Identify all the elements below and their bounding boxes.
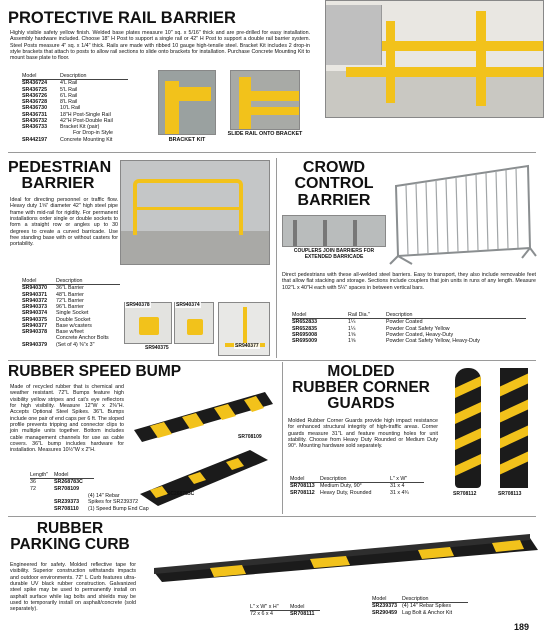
coupler-caption: COUPLERS JOIN BARRIERS FOR EXTENDED BARRICADE [293,248,375,260]
col-header-description: Description [402,596,468,603]
protective-rail-photo [325,0,544,118]
crowd-barrier-illustration [388,156,538,266]
curb-title-line2: PARKING CURB [10,535,130,553]
crowd-description: Direct pedestrians with these all-welded steel barriers. Easy to transport, they also include removable feet that allow flat stacking and storage. Sections include couplers that join units in runs of any length. Measure 102"L x 40"H each with 5¼" spaces in between vertical bars. [282,272,536,291]
table-row: (4) 14" Rebar [88,493,120,499]
table-row: SR436728 8'L Rail [22,99,78,105]
table-row: 72 SR708109 [30,485,80,492]
socket-photo-2 [174,302,214,344]
table-row: Concrete Anchor Bolts [56,335,109,342]
img-tag-sr940375: SR940375 [145,345,169,351]
pedestrian-title [8,159,112,193]
col-header-model: Model [22,73,60,80]
crowd-title-line2: CONTROL [294,175,374,193]
corner-guard-rounded-photo [455,368,481,488]
table-row: SR708110 (1) Speed Bump End Cap [54,505,149,512]
speed-bump-36-photo [130,446,275,508]
table-row: SR695009 1⅝ Powder Coat Safety Yellow, Heavy-Duty [292,338,480,344]
table-row: SR436726 6'L Rail [22,92,78,99]
table-row: SR436732 42"H Post-Double Rail [22,117,113,124]
speed-bump-accessory-table [54,493,151,512]
bracket-kit-caption: BRACKET KIT [168,137,206,143]
table-row: SR652835 1¼ Powder Coat Safety Yellow [292,325,450,332]
table-row: SR708113 Medium Duty, 90° 31 x 4 [290,483,405,490]
curb-description: Engineered for safety. Molded reflective tape for visibility. Superior construction withstands impacts and outdoor environments. 72" L Curb features ultra-durable UV black rubber construction. Galvanized steel spike may be used to permanently install on asphalt surface while lag bolts and shields may be used to temporarily install on asphalt/concrete (sold separately). [10,562,136,613]
pedestrian-title-line1: PEDESTRIAN [8,159,112,176]
table-row: SR652833 1¼ Powder Coated [292,319,423,326]
slide-rail-caption: SLIDE RAIL ONTO BRACKET [227,131,303,137]
slide-rail-photo [230,70,300,130]
col-header-model: Model [22,278,56,285]
table-row: SR940377 Base w/casters [22,322,92,329]
table-row: SR436731 18"H Post-Single Rail [22,111,111,118]
pedestrian-photo [120,160,270,265]
img-tag-sr708112: SR708112 [453,491,477,497]
crowd-table [292,312,526,344]
table-row: SR940374 Single Socket [22,310,89,317]
corner-table [290,476,424,496]
table-row: 72 x 6 x 4 SR708111 [250,611,315,618]
page-number: 189 [514,622,530,632]
curb-dimensions-table [250,604,320,618]
col-header-model: Model [292,312,348,319]
protective-rail-title: PROTECTIVE RAIL BARRIER [8,9,236,27]
table-row: SR940379 (Set of 4) ⅜"x 3" [22,341,95,348]
col-header-model: Model [372,596,402,603]
corner-title-line3: GUARDS [327,394,395,412]
table-row: SR940370 36"L Barrier [22,285,84,292]
parking-curb-photo [150,528,540,584]
speed-bump-length-table [30,472,94,492]
crowd-title-line3: BARRIER [297,191,371,209]
section-divider [8,152,536,153]
column-divider [276,158,277,358]
protective-rail-description: Highly visible safety yellow finish. Welded base plates measure 10" sq. x 5/16" thick and are pre-drilled for easy installation. Assembly hardware included. Choose 18" H Post to support a single rail or 42" H Post to support a double rail barrier system. Steel Posts measure 4" sq. x 1/4" thick. Rails are made with ribbed 10 gauge high-tensile steel. Bracket Kit includes 2 drop-in style brackets that attach to posts to allow rail sections to slide onto brackets for installation. Purchase Concrete Mounting Kit to mount base plate to floor. [10,30,310,62]
crowd-title [282,160,386,209]
table-row: SR239373 (4) 14" Rebar Spikes [372,603,451,610]
table-row: SR695008 1⅝ Powder Coated, Heavy-Duty [292,331,454,338]
table-row: SR239373 Spikes for SR239372 [54,499,139,506]
col-header-rail-dia: Rail Dia." [348,312,386,319]
img-tag-sr708113: SR708113 [498,491,522,497]
socket-photo-1 [124,302,172,344]
corner-guard-90-photo [500,368,528,488]
coupler-photo [282,215,386,247]
curb-title-line1: RUBBER [36,520,104,537]
col-header-description: Description [320,476,390,483]
table-row: SR940375 Double Socket [22,316,91,323]
img-tag-sr708109: SR708109 [238,434,262,440]
corner-title-line1: MOLDED [327,363,395,380]
col-header-dimensions: L" x W" x H" [250,604,290,611]
img-tag-sr940378: SR940378 [126,302,150,308]
col-header-description: Description [56,278,120,285]
pedestrian-table [22,278,120,348]
table-row: SR290459 Lag Bolt & Anchor Kit [372,609,453,616]
section-divider [8,360,536,361]
pedestrian-title-line2: BARRIER [21,175,95,193]
table-row: 36 SR268783C [30,479,83,486]
table-row: SR940378 Base w/feet [22,329,84,335]
table-row: SR436730 10'L Rail [22,105,81,112]
col-header-dimensions: L" x W" [390,476,424,483]
column-divider [282,362,283,514]
table-row: SR940372 72"L Barrier [22,297,84,304]
curb-title [10,521,130,553]
col-header-description: Description [60,73,128,80]
table-row: SR940373 96"L Barrier [22,304,84,310]
col-header-description: Description [386,312,526,319]
img-tag-sc268783c: SC268783C [167,491,195,497]
img-tag-sr940374: SR940374 [176,302,200,308]
protective-rail-table [22,73,128,143]
col-header-model: Model [290,476,320,483]
speed-bump-description: Made of recycled rubber that is chemical and weather resistant. 72"L Bumps feature high visibility yellow stripes and cat's eye reflectors for high visibility. Measure 12"W x 2⅜"H. Accepts Optional Steel Spikes. 36"L Bumps include one pair of end caps per 6 ft. The sloped profile prevents tripping and connector clips to join multiple units together. Bottom includes cable management channels for use as cable covers. 36"L bump includes hardware for installation. Measures 10½"W x 2"H. [10,384,124,454]
table-row: SR436725 5'L Rail [22,86,78,93]
col-header-model: Model [54,472,94,479]
curb-accessory-table [372,596,468,616]
bracket-kit-photo [158,70,216,135]
table-row: SR442197 Concrete Mounting Kit [22,136,113,143]
speed-bump-title: RUBBER SPEED BUMP [8,363,182,380]
crowd-title-line1: CROWD [302,159,366,176]
corner-title [286,364,436,411]
corner-title-line2: RUBBER CORNER [292,378,430,396]
table-row: SR708112 Heavy Duty, Rounded 31 x 4¾ [290,489,409,496]
table-row: SR436724 4'L Rail [22,80,78,87]
table-row: SR940371 48"L Barrier [22,291,84,298]
img-tag-sr940377: SR940377 [235,343,259,349]
col-header-model: Model [290,604,320,611]
section-divider [8,516,536,517]
col-header-length: Length" [30,472,54,479]
table-row: For Drop-in Style [72,130,114,137]
table-row: SR436733 Bracket Kit (pair) [22,124,100,130]
corner-description: Molded Rubber Corner Guards provide high impact resistance for enhanced structural integrity of high-traffic areas. Corner guards measure 31"L and feature mounting holes for unit stability. Choose from Heavy Duty Rounded or Medium Duty 90°. Mounting hardware sold separately. [288,418,438,450]
pedestrian-description: Ideal for directing personnel or traffic flow. Heavy duty 1⅝" diameter 42" high steel pipe frame with mid-rail for rigidity. For permanent installations order single or double sockets to form a straight row or angles up to 30 degrees to create a curved barricade. Use free standing base with or without casters for portability. [10,197,118,248]
